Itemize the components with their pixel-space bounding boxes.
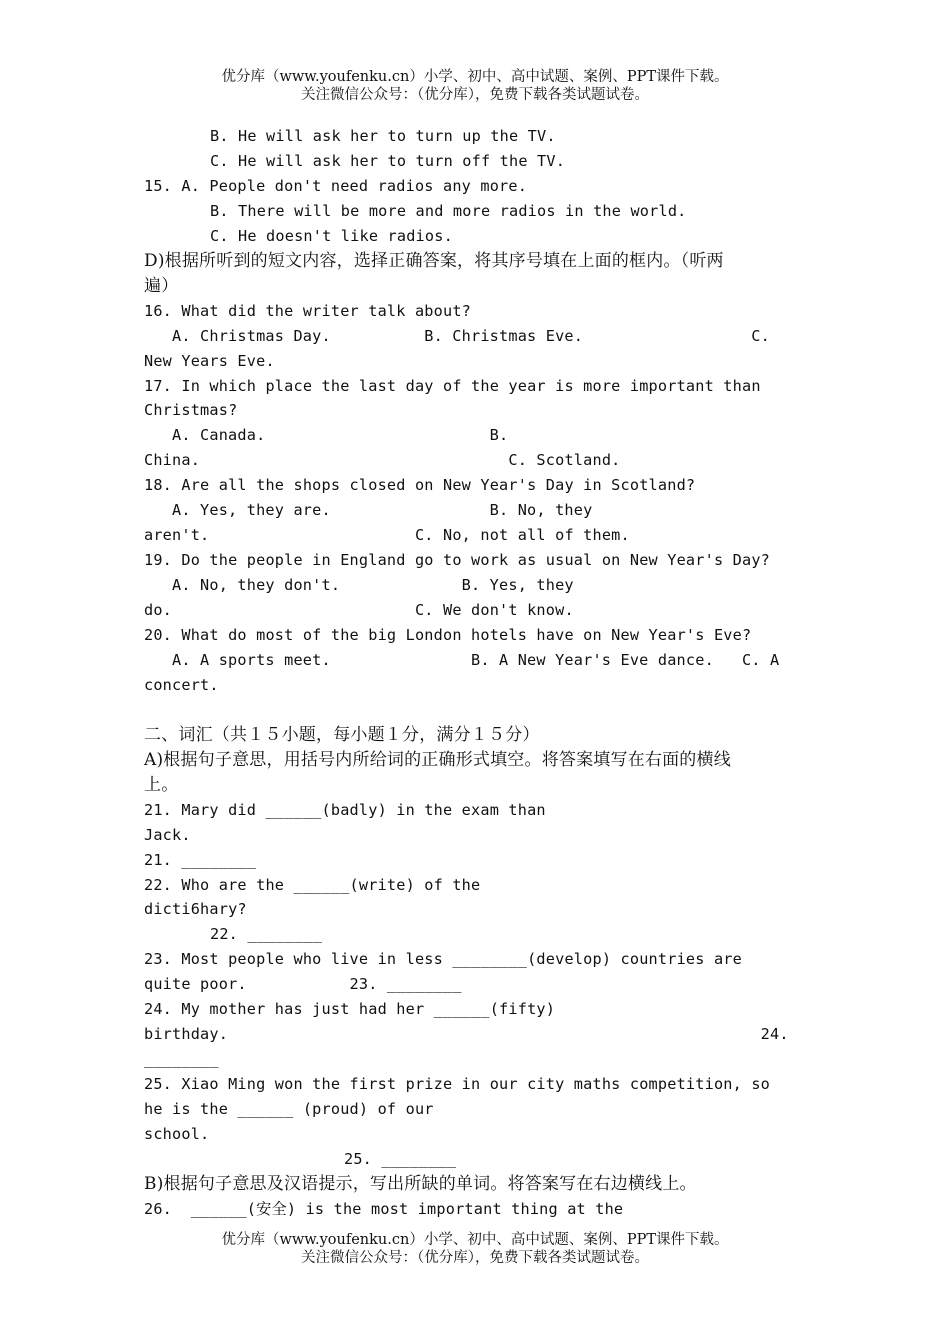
text-line: C. He will ask her to turn off the TV. xyxy=(210,151,566,170)
text-line: 24. My mother has just had her ______(fifty) xyxy=(144,1000,556,1019)
text-line: 21. ________ xyxy=(144,850,257,869)
text-line: 21. Mary did ______(badly) in the exam than xyxy=(144,800,546,819)
footer-line-2: 关注微信公众号：（优分库），免费下载各类试题试卷。 xyxy=(301,1250,649,1266)
text-line: 25. Xiao Ming won the first prize in our city maths competition, so xyxy=(144,1075,771,1094)
text-line: 遍） xyxy=(144,275,179,296)
header-line-1: 优分库（www.youfenku.cn）小学、初中、高中试题、案例、PPT课件下载。 xyxy=(221,69,729,85)
text-line: 17. In which place the last day of the year is more important than xyxy=(144,376,761,395)
text-line: A. No, they don't. B. Yes, they xyxy=(172,576,574,595)
text-line: A. Canada. B. xyxy=(172,426,509,445)
text-line: concert. xyxy=(144,675,219,694)
text-line: 19. Do the people in England go to work as usual on New Year's Day? xyxy=(144,551,771,570)
text-line: quite poor. 23. ________ xyxy=(144,975,462,994)
text-line: 20. What do most of the big London hotels have on New Year's Eve? xyxy=(144,626,752,644)
text-line: do. C. We don't know. xyxy=(144,601,574,620)
text-line: A. Christmas Day. B. Christmas Eve. C. xyxy=(172,326,770,345)
text-line: A. Yes, they are. B. No, they xyxy=(172,501,593,520)
text-line: A)根据句子意思，用括号内所给词的正确形式填空。将答案填写在右面的横线 xyxy=(144,749,731,770)
text-line: China. C. Scotland. xyxy=(144,451,621,470)
text-line: 15. A. People don't need radios any more. xyxy=(144,176,528,195)
text-line: dicti6hary? xyxy=(144,900,247,919)
text-line: Jack. xyxy=(144,825,191,844)
text-line: C. He doesn't like radios. xyxy=(210,226,453,245)
text-line: he is the ______ (proud) of our xyxy=(144,1100,434,1119)
page-header-top xyxy=(0,68,950,104)
text-line: Christmas? xyxy=(144,401,238,420)
text-line: 25. ________ xyxy=(344,1149,457,1168)
header-line-2: 关注微信公众号：（优分库），免费下载各类试题试卷。 xyxy=(301,87,649,103)
text-line: A. A sports meet. B. A New Year's Eve dance. C. A xyxy=(172,650,780,669)
text-line: 22. Who are the ______(write) of the xyxy=(144,875,481,894)
text-line: 上。 xyxy=(144,774,179,795)
text-line: 16. What did the writer talk about? xyxy=(144,301,472,320)
text-line: D)根据所听到的短文内容，选择正确答案，将其序号填在上面的框内。（听两 xyxy=(144,250,724,271)
text-line: 22. ________ xyxy=(210,925,323,944)
text-line: 18. Are all the shops closed on New Year's Day in Scotland? xyxy=(144,476,696,495)
text-line: B)根据句子意思及汉语提示，写出所缺的单词。将答案写在右边横线上。 xyxy=(144,1173,697,1194)
text-line: New Years Eve. xyxy=(144,351,275,370)
footer-line-1: 优分库（www.youfenku.cn）小学、初中、高中试题、案例、PPT课件下载。 xyxy=(221,1232,729,1248)
text-line: B. There will be more and more radios in the world. xyxy=(210,201,687,220)
text-line: 26. ______(安全) is the most important thing at the xyxy=(144,1199,624,1218)
text-line: ________ xyxy=(144,1050,219,1069)
text-line: school. xyxy=(144,1125,210,1143)
page-header-bottom xyxy=(0,1231,950,1267)
text-line: 23. Most people who live in less ________(develop) countries are xyxy=(144,950,742,969)
text-line: birthday. 24. xyxy=(144,1025,789,1044)
text-line: 二、词汇（共１５小题，每小题１分，满分１５分） xyxy=(144,724,540,745)
text-line: aren't. C. No, not all of them. xyxy=(144,526,630,545)
text-line: B. He will ask her to turn up the TV. xyxy=(210,127,556,145)
